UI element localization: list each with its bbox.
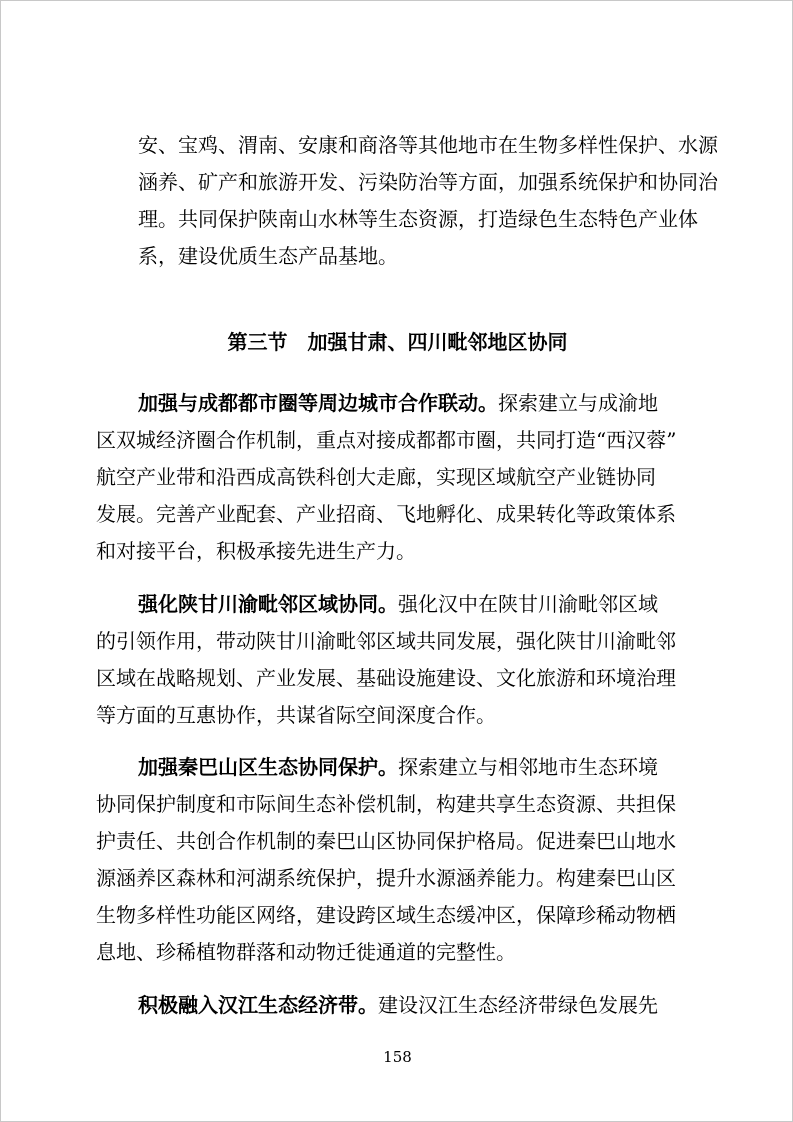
paragraph-1-line-4: 发展。完善产业配套、产业招商、飞地孵化、成果转化等政策体系: [96, 502, 676, 526]
paragraph-4-lead: 积极融入汉江生态经济带。: [138, 993, 378, 1017]
paragraph-2-line-2: 的引领作用，带动陕甘川渝毗邻区域共同发展，强化陕甘川渝毗邻: [96, 629, 676, 653]
page-number: 158: [383, 1048, 412, 1066]
paragraph-4-first-line-rest: 建设汉江生态经济带绿色发展先: [378, 993, 658, 1017]
paragraph-1-first-line-rest: 探索建立与成渝地: [498, 391, 658, 415]
paragraph-2-line-4: 等方面的互惠协作，共谋省际空间深度合作。: [96, 703, 496, 727]
intro-line-4: 系，建设优质生态产品基地。: [138, 244, 398, 268]
paragraph-3-line-3: 护责任、共创合作机制的秦巴山区协同保护格局。促进秦巴山地水: [96, 829, 676, 853]
paragraph-1-line-2: 区双城经济圈合作机制，重点对接成都都市圈，共同打造“西汉蓉”: [96, 428, 677, 452]
intro-line-2: 涵养、矿产和旅游开发、污染防治等方面，加强系统保护和协同治: [138, 170, 718, 194]
paragraph-3-line-1: [138, 750, 668, 784]
paragraph-4-line-1: [138, 988, 668, 1022]
paragraph-2-first-line-rest: 强化汉中在陕甘川渝毗邻区域: [398, 592, 658, 616]
paragraph-1-line-5: 和对接平台，积极承接先进生产力。: [96, 539, 416, 563]
intro-line-1: 安、宝鸡、渭南、安康和商洛等其他地市在生物多样性保护、水源: [138, 133, 718, 157]
section-title: 第三节 加强甘肃、四川毗邻地区协同: [227, 330, 568, 354]
paragraph-3-line-6: 息地、珍稀植物群落和动物迁徙通道的完整性。: [96, 940, 516, 964]
paragraph-2-lead: 强化陕甘川渝毗邻区域协同。: [138, 592, 398, 616]
paragraph-3-line-5: 生物多样性功能区网络，建设跨区域生态缓冲区，保障珍稀动物栖: [96, 903, 676, 927]
paragraph-1-line-3: 航空产业带和沿西成高铁科创大走廊，实现区域航空产业链协同: [96, 465, 656, 489]
paragraph-2-line-1: [138, 587, 668, 621]
paragraph-1-line-1: [138, 386, 668, 420]
paragraph-3-line-4: 源涵养区森林和河湖系统保护，提升水源涵养能力。构建秦巴山区: [96, 866, 676, 890]
intro-line-3: 理。共同保护陕南山水林等生态资源，打造绿色生态特色产业体: [138, 207, 698, 231]
paragraph-3-line-2: 协同保护制度和市际间生态补偿机制，构建共享生态资源、共担保: [96, 792, 676, 816]
paragraph-3-first-line-rest: 探索建立与相邻地市生态环境: [398, 755, 658, 779]
paragraph-1-lead: 加强与成都都市圈等周边城市合作联动。: [138, 391, 498, 415]
paragraph-3-lead: 加强秦巴山区生态协同保护。: [138, 755, 398, 779]
paragraph-2-line-3: 区域在战略规划、产业发展、基础设施建设、文化旅游和环境治理: [96, 666, 676, 690]
